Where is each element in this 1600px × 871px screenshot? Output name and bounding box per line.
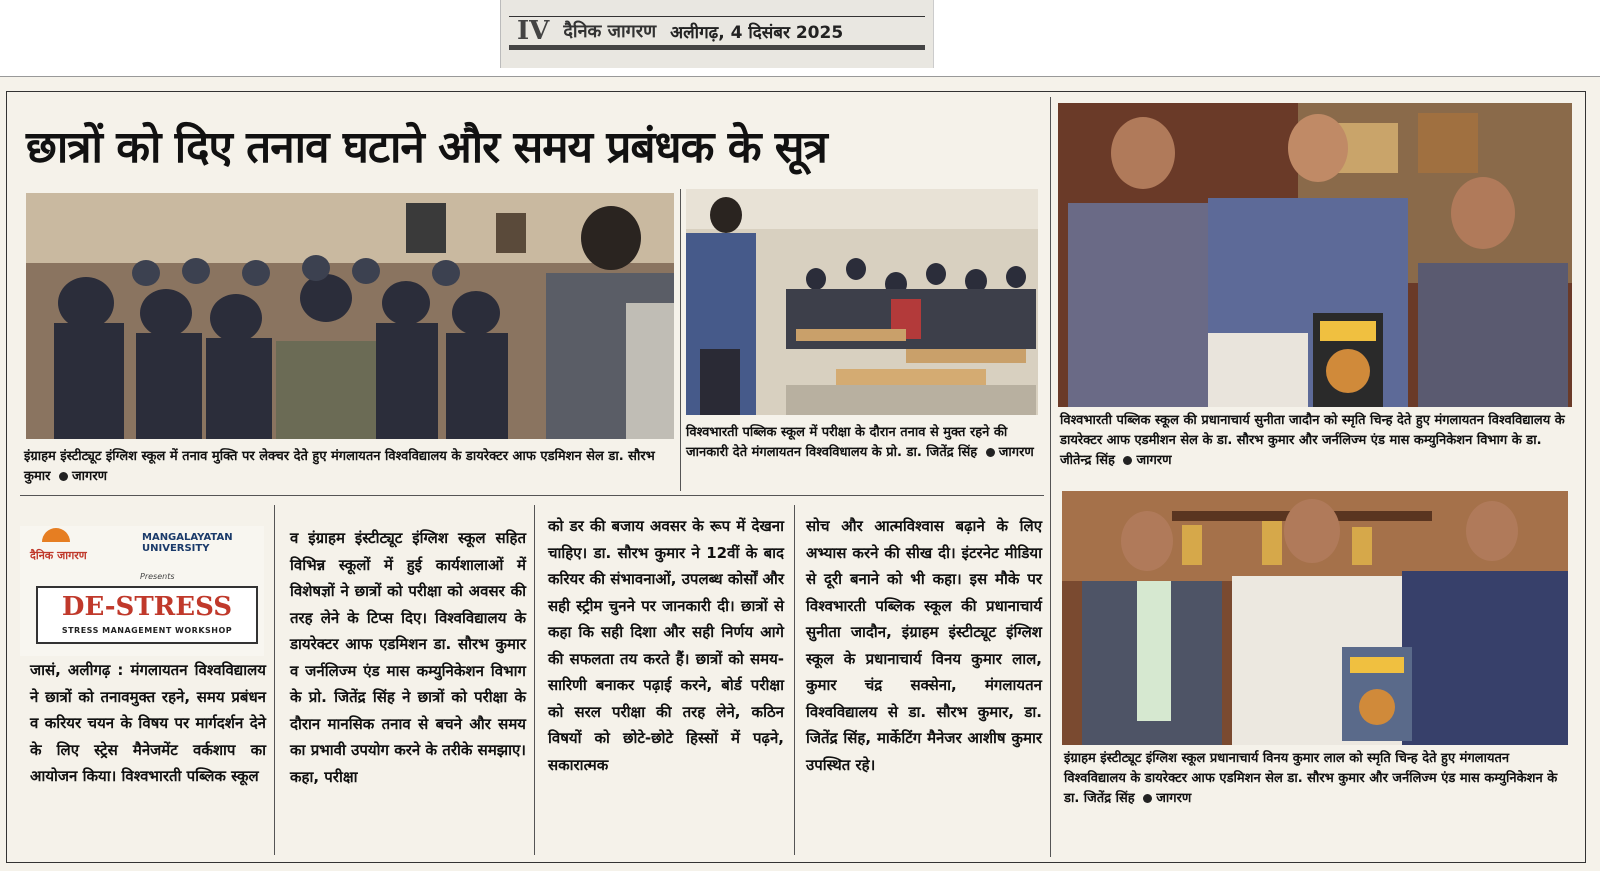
column-rule [274, 505, 275, 855]
column-rule [1050, 97, 1051, 857]
credit-dot [1123, 456, 1132, 465]
photo-memento-principal-vinay [1062, 491, 1568, 745]
destress-subtitle: STRESS MANAGEMENT WORKSHOP [61, 626, 233, 635]
dateline: अलीगढ़, 4 दिसंबर 2025 [670, 22, 844, 43]
destress-title: DE-STRESS [61, 592, 233, 622]
photo-lecture-hall [26, 193, 674, 439]
article-column-2: व इंग्राहम इंस्टीट्यूट इंग्लिश स्कूल सहित विभिन्न स्कूलों में हुई कार्यशालाओं में विशेषज्ञों ने छात्रों को परीक्षा को अवसर की तरह लेने के टिप्स दिए। विश्वविद्यालय के डायरेक्टर आफ एडमिशन डा. सौरभ कुमार व जर्नलिज्म एंड मास कम्युनिकेशन विभाग के प्रो. जितेंद्र सिंह ने छात्रों को परीक्षा के दौरान मानसिक तनाव से बचने और समय का प्रभावी उपयोग करने के तरीके समझाए। कहा, परीक्षा [290, 529, 526, 786]
masthead [500, 0, 934, 68]
masthead-bar [509, 16, 925, 50]
caption-photo-classroom [686, 423, 1040, 463]
photo-credit: जागरण [998, 445, 1034, 460]
column-rule [794, 505, 795, 855]
headline: छात्रों को दिए तनाव घटाने और समय प्रबंधक के सूत्र [26, 122, 827, 173]
column-rule [534, 505, 535, 855]
caption-text: विश्वभारती पब्लिक स्कूल की प्रधानाचार्य सुनीता जादौन को स्मृति चिन्ह देते हुए मंगलायतन विश्वविद्यालय के डायरेक्टर आफ एडमीशन सेल के डा. सौरभ कुमार और जर्नलिज्म एंड मास कम्युनिकेशन विभाग के डा. जीतेन्द्र सिंह [1060, 413, 1565, 468]
caption-text: विश्वभारती पब्लिक स्कूल में परीक्षा के दौरान तनाव से मुक्त रहने की जानकारी देते मंगलायतन विश्वविधालय के प्रो. डा. जितेंद्र सिंह [686, 425, 1008, 460]
presents-text: Presents [140, 572, 175, 581]
article-column-3: को डर की बजाय अवसर के रूप में देखना चाहिए। डा. सौरभ कुमार ने 12वीं के बाद करियर की संभावनाओं, उपलब्ध कोर्सों और सही स्ट्रीम चुनने पर जानकारी दी। छात्रों से कहा कि सही दिशा और सही निर्णय आगे की सफलता तय करते हैं। छात्रों को समय-सारिणी बनाकर पढ़ाई करने, बोर्ड परीक्षा को सरल परीक्षा की तरह लेने, कठिन विषयों को छोटे-छोटे हिस्सों में पढ़ने, सकारात्मक [548, 517, 784, 774]
caption-photo-memento-principal-vinay [1064, 749, 1574, 809]
photo-credit: जागरण [1156, 791, 1192, 806]
article-column-4: सोच और आत्मविश्वास बढ़ाने के लिए अभ्यास करने की सीख दी। इंटरनेट मीडिया से दूरी बनाने को भी कहा। इस मौके पर विश्वभारती पब्लिक स्कूल की प्रधानाचार्य सुनीता जादौन, इंग्राहम इंस्टीट्यूट इंग्लिश स्कूल के प्रधानाचार्य विनय कुमार लाल, कुमार चंद्र सक्सेना, मंगलायतन विश्वविद्यालय से डा. सौरभ कुमार, डा. जितेंद्र सिंह, मार्केटिंग मैनेजर आशीष कुमार उपस्थित रहे। [806, 517, 1042, 774]
caption-photo-memento-principal-sunita [1060, 411, 1572, 471]
credit-dot [59, 472, 68, 481]
article-column-1: जासं, अलीगढ़ : मंगलायतन विश्वविद्यालय ने छात्रों को तनावमुक्त रहने, समय प्रबंधन व करियर चयन के विषय पर मार्गदर्शन देने के लिए स्ट्रेस मैनेजमेंट वर्कशाप का आयोजन किया। विश्वभारती पब्लिक स्कूल [30, 661, 266, 785]
jagran-sun-logo [42, 528, 70, 542]
caption-text: इंग्राहम इंस्टीट्यूट इंग्लिश स्कूल में तनाव मुक्ति पर लेक्चर देते हुए मंगलायतन विश्वविद्यालय के डायरेक्टर आफ एडमिशन सेल डा. सौरभ कुमार [24, 449, 655, 484]
page-number: IV [517, 16, 550, 46]
newspaper-name: दैनिक जागरण [563, 21, 657, 42]
column-rule [680, 189, 681, 491]
caption-photo-lecture-hall [24, 447, 676, 487]
destress-logo-box [20, 526, 264, 656]
credit-dot [986, 448, 995, 457]
destress-banner [36, 586, 258, 644]
credit-dot [1143, 794, 1152, 803]
university-logo-text: MANGALAYATAN UNIVERSITY [142, 532, 233, 554]
section-rule [20, 495, 1044, 496]
photo-credit: जागरण [71, 469, 108, 484]
photo-classroom [686, 189, 1038, 415]
caption-text: इंग्राहम इंस्टीट्यूट इंग्लिश स्कूल प्रधानाचार्य विनय कुमार लाल को स्मृति चिन्ह देते हुए मंगलायतन विश्वविद्यालय के डायरेक्टर आफ एडमिशन सेल डा. सौरभ कुमार और जर्नलिज्म एंड मास कम्युनिकेशन के डा. जितेंद्र सिंह [1064, 751, 1558, 806]
news-clipping [0, 76, 1600, 871]
jagran-logo-text: दैनिक जागरण [30, 549, 87, 562]
photo-credit: जागरण [1136, 453, 1172, 468]
photo-memento-principal-sunita [1058, 103, 1572, 407]
